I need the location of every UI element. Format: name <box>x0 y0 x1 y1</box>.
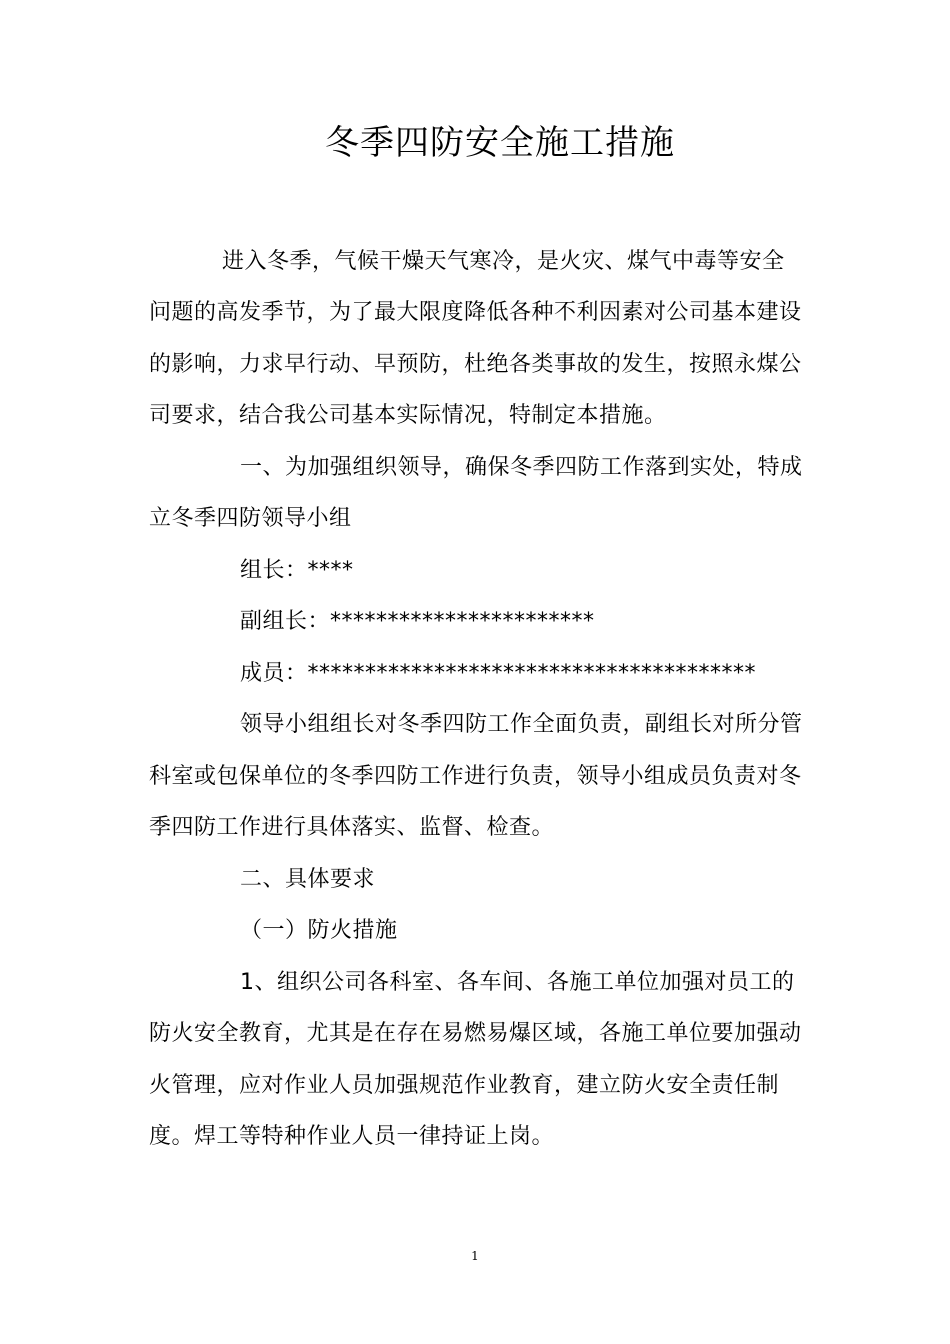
fire-prevention-heading: （一）防火措施 <box>240 918 398 943</box>
document-title: 冬季四防安全施工措施 <box>325 123 675 163</box>
page-number: 1 <box>471 1249 479 1263</box>
intro-line-1: 进入冬季，气候干燥天气寒冷，是火灾、煤气中毒等安全 <box>222 249 785 274</box>
members-line: 成员：*************************************** <box>240 661 757 686</box>
item-one-line-3: 火管理，应对作业人员加强规范作业教育，建立防火安全责任制 <box>149 1073 780 1098</box>
responsibility-line-1: 领导小组组长对冬季四防工作全面负责，副组长对所分管 <box>240 712 803 737</box>
intro-line-4: 司要求，结合我公司基本实际情况，特制定本措施。 <box>149 403 667 428</box>
leader-line: 组长：**** <box>240 558 354 583</box>
responsibility-line-3: 季四防工作进行具体落实、监督、检查。 <box>149 815 555 840</box>
section-one-line-1: 一、为加强组织领导，确保冬季四防工作落到实处，特成 <box>240 455 803 480</box>
section-two-heading: 二、具体要求 <box>240 867 376 892</box>
item-one-line-2: 防火安全教育，尤其是在存在易燃易爆区域，各施工单位要加强动 <box>149 1021 802 1046</box>
section-one-line-2: 立冬季四防领导小组 <box>149 506 352 531</box>
deputy-leader-line: 副组长：*********************** <box>240 609 595 634</box>
intro-line-2: 问题的高发季节，为了最大限度降低各种不利因素对公司基本建设 <box>149 300 802 325</box>
item-one-line-4: 度。焊工等特种作业人员一律持证上岗。 <box>149 1124 555 1149</box>
intro-line-3: 的影响，力求早行动、早预防，杜绝各类事故的发生，按照永煤公 <box>149 352 802 377</box>
responsibility-line-2: 科室或包保单位的冬季四防工作进行负责，领导小组成员负责对冬 <box>149 764 802 789</box>
item-one-line-1: 1、组织公司各科室、各车间、各施工单位加强对员工的 <box>240 970 795 995</box>
